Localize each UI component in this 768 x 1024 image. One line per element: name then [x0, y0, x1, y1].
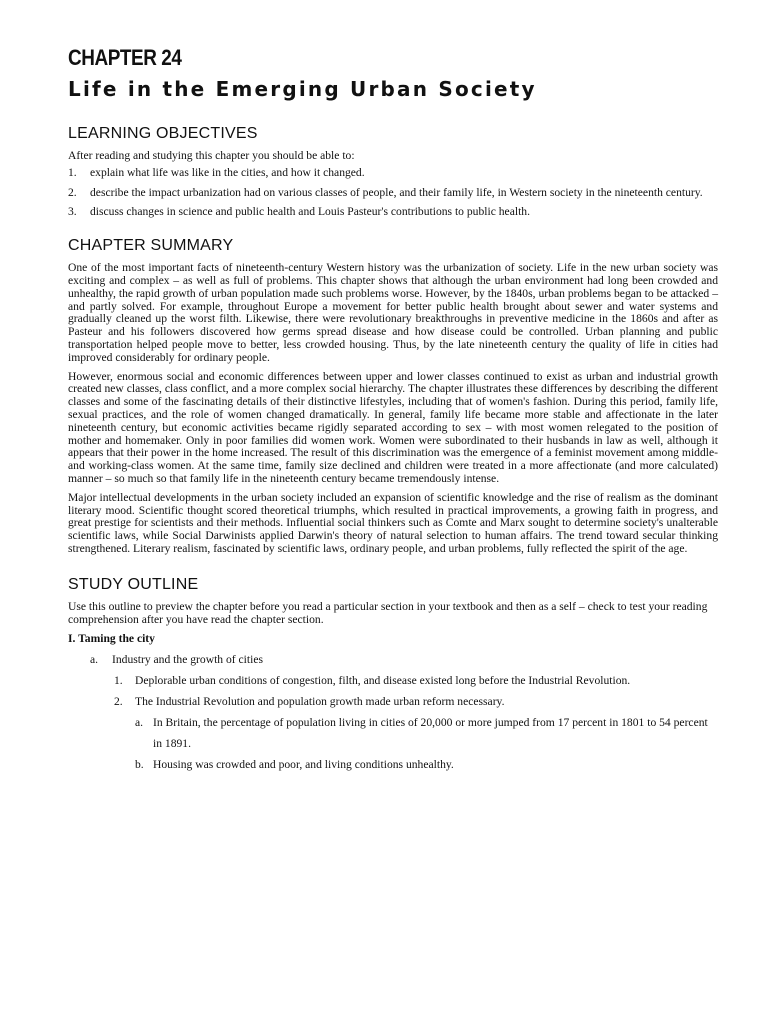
objective-text: explain what life was like in the cities, and how it changed. — [90, 165, 365, 179]
chapter-title: Life in the Emerging Urban Society — [68, 77, 537, 101]
outline-item-a — [68, 649, 718, 670]
objective-item — [68, 187, 718, 200]
learning-objectives-heading: LEARNING OBJECTIVES — [68, 125, 258, 142]
objective-number: 2. — [68, 185, 77, 199]
objective-text: describe the impact urbanization had on various classes of people, and their family life, in Western society in the nineteenth century. — [90, 185, 703, 199]
summary-paragraph: One of the most important facts of nineteenth-century Western history was the urbanization of society. Life in the new urban society was exciting and complex – as well as full of problems. This chapter shows that although the urban environment had long been crowded and unhealthy, the rapid growth of urban population made such problems worse. However, by the 1840s, urban problems began to be attacked – and partly solved. For example, throughout Europe a movement for better public health brought about sewer and water systems and gradually cleaned up the worst filth. Likewise, there were revolutionary breakthroughs in preventive medicine in the 1860s and after as Pasteur and his followers discovered how germs spread disease and how disease could be controlled. Urban planning and public transportation helped people move to better, less crowded housing. Thus, by the late nineteenth century the quality of life in cities had improved considerably for ordinary people. — [68, 261, 718, 364]
objectives-intro: After reading and studying this chapter you should be able to: — [68, 149, 355, 162]
outline-item-1 — [68, 670, 718, 691]
outline-marker: 1. — [114, 674, 123, 688]
study-outline-heading: STUDY OUTLINE — [68, 575, 199, 593]
outline-text: The Industrial Revolution and population growth made urban reform necessary. — [135, 695, 505, 709]
objective-text: discuss changes in science and public health and Louis Pasteur's contributions to public health. — [90, 205, 530, 219]
outline-marker: 2. — [114, 695, 123, 709]
summary-paragraph: Major intellectual developments in the urban society included an expansion of scientific knowledge and the rise of realism as the dominant literary mood. Scientific thought scored theoretical triumphs, which resulted in practical improvements, a growing faith in progress, and great prestige for scientists and their methods. Influential social thinkers such as Comte and Marx sought to determine society's unalterable scientific laws, while Social Darwinists applied Darwin's theory of natural selection to human affairs. The trend toward secular thinking strengthened. Literary realism, fascinated by scientific laws, ordinary people, and urban problems, fully reflected the spirit of the age. — [68, 490, 718, 555]
outline-text: Deplorable urban conditions of congestion, filth, and disease existed long before the Industrial Revolution. — [135, 674, 631, 688]
objective-item — [68, 167, 718, 180]
outline-text: Industry and the growth of cities — [112, 653, 264, 667]
outline-section-title: I. Taming the city — [68, 632, 155, 646]
outline-text: In Britain, the percentage of population living in cities of 20,000 or more jumped from 17 percent in 1801 to 54 percent in 1891. — [153, 716, 708, 751]
outline-item-2b — [68, 754, 718, 775]
document-page — [68, 44, 718, 775]
outline-marker: a. — [90, 653, 99, 667]
summary-paragraph: However, enormous social and economic differences between upper and lower classes continued to exist as urban and industrial growth created new classes, class conflict, and a more complex social hierarchy. The chapter illustrates these differences by describing the different classes and some of the fascinating details of their distinctive lifestyles, including that of women's fashion. During this period, family life, sexual practices, and the role of women changed dramatically. In general, family life became more stable and affectionate in the later nineteenth century, but economic activities became rigidly separated according to sex – with most women relegated to the position of mother and homemaker. Only in poor families did women work. Women were subordinated to their husbands in law as well, although it appears that their power in the home increased. The result of this discrimination was the emergence of a feminist movement among middle- and working-class women. At the same time, family size declined and children were treated in a more affectionate (and more calculated) manner – so much so that family life in the nineteenth century became tremendously intense. — [68, 369, 718, 485]
outline-marker: b. — [135, 758, 144, 772]
chapter-number: CHAPTER 24 — [68, 45, 182, 70]
outline-intro: Use this outline to preview the chapter before you read a particular section in your textbook and then as a self – check to test your reading comprehension after you have read the chapter section. — [68, 599, 708, 626]
objectives-list — [68, 167, 718, 219]
objective-number: 3. — [68, 205, 77, 219]
outline-item-2 — [68, 691, 718, 712]
outline-marker: a. — [135, 716, 144, 730]
outline-item-2a — [68, 712, 718, 754]
outline-text: Housing was crowded and poor, and living conditions unhealthy. — [153, 758, 454, 772]
chapter-summary-heading: CHAPTER SUMMARY — [68, 237, 234, 255]
objective-number: 1. — [68, 165, 77, 179]
objective-item — [68, 206, 718, 219]
